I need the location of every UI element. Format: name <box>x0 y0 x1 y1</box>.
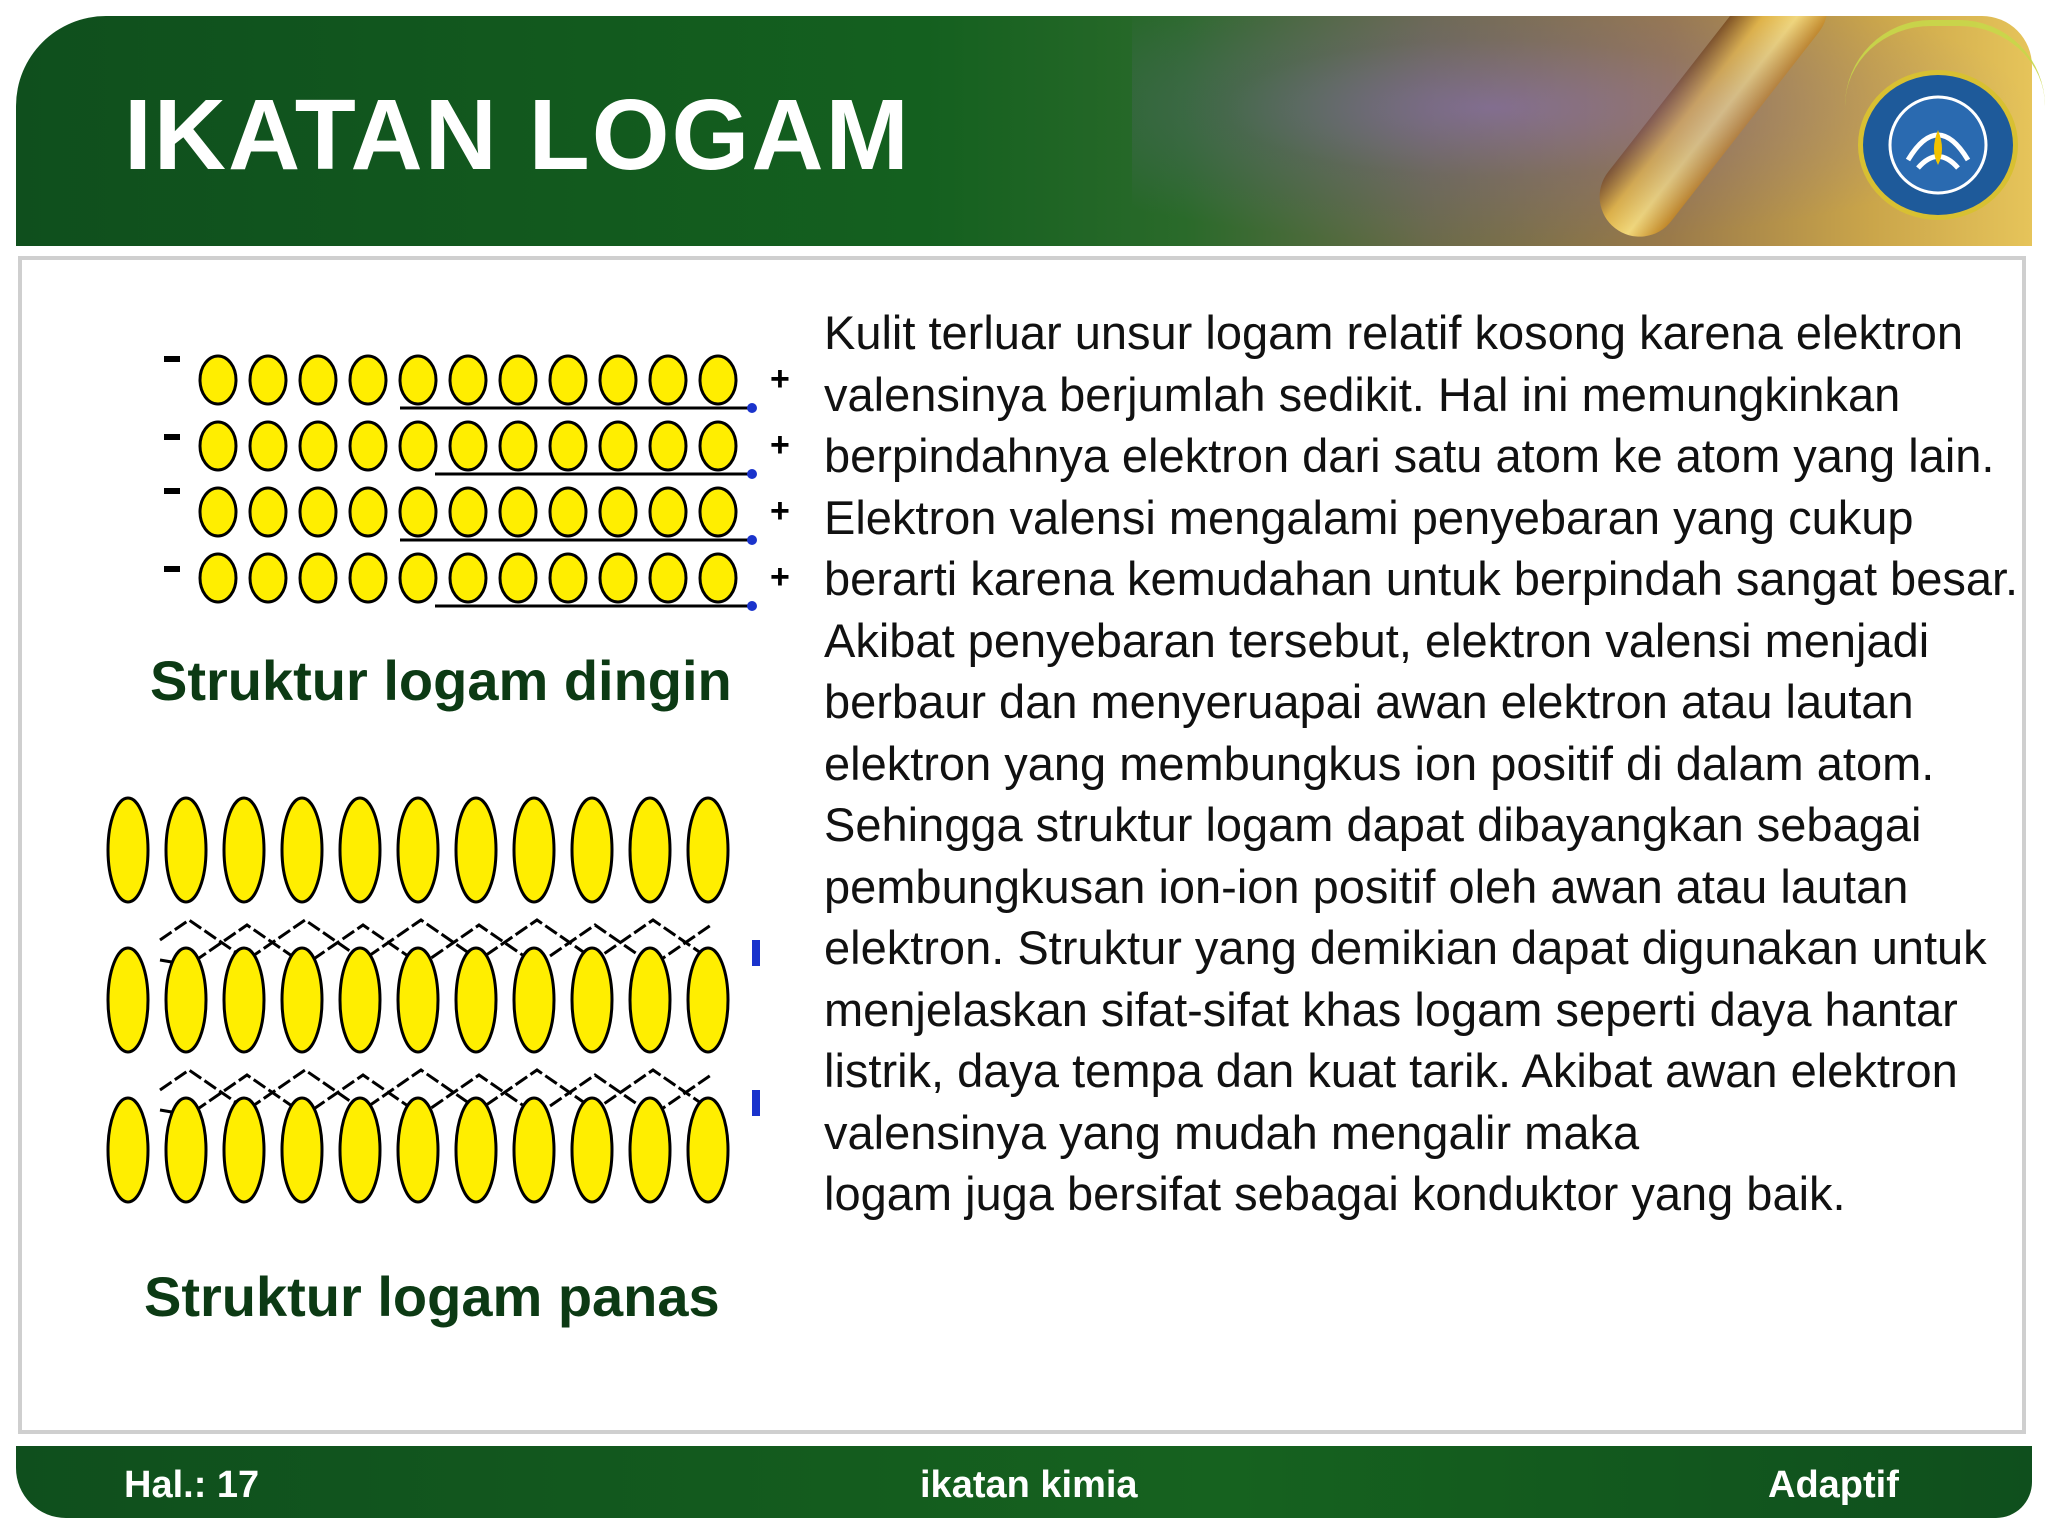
metal-ion <box>700 356 736 404</box>
metal-ion <box>572 798 612 902</box>
metal-ion <box>224 1098 264 1202</box>
footer-topic-label: ikatan kimia <box>920 1464 1138 1506</box>
negative-sign <box>164 488 180 494</box>
metal-ion <box>200 422 236 470</box>
electron <box>747 535 757 545</box>
metal-ion <box>450 554 486 602</box>
metal-ion <box>650 356 686 404</box>
metal-ion <box>650 488 686 536</box>
negative-sign <box>164 356 180 362</box>
metal-ion <box>650 422 686 470</box>
metal-ion <box>572 948 612 1052</box>
metal-ion <box>500 422 536 470</box>
metal-ion <box>550 422 586 470</box>
metal-ion <box>400 488 436 536</box>
metal-ion <box>282 798 322 902</box>
metal-ion <box>500 554 536 602</box>
metal-ion <box>514 798 554 902</box>
metal-ion <box>450 422 486 470</box>
metal-ion <box>456 948 496 1052</box>
metal-ion <box>450 356 486 404</box>
metal-ion <box>250 488 286 536</box>
metal-ion <box>398 948 438 1052</box>
metal-ion <box>550 488 586 536</box>
page-number-label: Hal.: 17 <box>124 1464 260 1506</box>
footer-category-label: Adaptif <box>1768 1464 1899 1506</box>
paragraph-main-text: Kulit terluar unsur logam relatif kosong karena elektron valensinya berjumlah sedikit. Hal ini memungkinkan berpindahnya elektron dari satu atom ke atom yang lain. Elektron valensi mengalami penyebaran yang cukup berarti karena kemudahan untuk berpindah sangat besar. Akibat penyebaran tersebut, elektron valensi menjadi berbaur dan menyeruapai awan elektron atau lautan elektron yang membungkus ion positif di dalam atom. Sehingga struktur logam dapat dibayangkan sebagai pembungkusan ion-ion positif oleh awan atau lautan elektron. Struktur yang demikian dapat digunakan untuk menjelaskan sifat-sifat khas logam seperti daya hantar listrik, daya tempa dan kuat tarik. Akibat awan elektron valensinya yang mudah mengalir maka <box>824 306 2019 1159</box>
metal-ion <box>514 948 554 1052</box>
metal-ion <box>688 948 728 1052</box>
metal-ion <box>350 422 386 470</box>
metal-ion <box>450 488 486 536</box>
metal-ion <box>398 798 438 902</box>
electron <box>752 1090 760 1116</box>
electron <box>747 403 757 413</box>
metal-ion <box>200 554 236 602</box>
slide-title: IKATAN LOGAM <box>124 79 911 191</box>
metal-ion <box>300 554 336 602</box>
metal-ion <box>250 356 286 404</box>
metal-ion <box>500 356 536 404</box>
metal-ion <box>400 554 436 602</box>
metal-bond-paragraph <box>824 302 2024 1225</box>
metal-ion <box>250 422 286 470</box>
negative-sign <box>164 566 180 572</box>
metal-ion <box>600 422 636 470</box>
positive-sign: + <box>770 558 790 596</box>
metal-ion <box>630 798 670 902</box>
metal-ion <box>224 948 264 1052</box>
metal-ion <box>500 488 536 536</box>
metal-ion <box>456 1098 496 1202</box>
metal-ion <box>350 488 386 536</box>
metal-ion <box>600 554 636 602</box>
metal-ion <box>350 554 386 602</box>
cold-structure-caption: Struktur logam dingin <box>150 649 732 712</box>
electron <box>747 601 757 611</box>
metal-ion <box>300 356 336 404</box>
metal-ion <box>282 1098 322 1202</box>
metal-ion <box>166 948 206 1052</box>
metal-ion <box>630 1098 670 1202</box>
metal-ion <box>600 488 636 536</box>
metal-ion <box>224 798 264 902</box>
metal-ion <box>398 1098 438 1202</box>
metal-ion <box>400 356 436 404</box>
metal-ion <box>350 356 386 404</box>
metal-ion <box>200 488 236 536</box>
metal-ion <box>600 356 636 404</box>
metal-ion <box>340 798 380 902</box>
metal-ion <box>456 798 496 902</box>
positive-sign: + <box>770 492 790 530</box>
metal-ion <box>108 798 148 902</box>
electron <box>747 469 757 479</box>
metal-ion <box>340 1098 380 1202</box>
metal-ion <box>300 488 336 536</box>
cold-metal-structure-diagram <box>150 340 790 660</box>
metal-ion <box>688 798 728 902</box>
metal-ion <box>514 1098 554 1202</box>
negative-sign <box>164 434 180 440</box>
metal-ion <box>650 554 686 602</box>
metal-ion <box>200 356 236 404</box>
paragraph-last-line: logam juga bersifat sebagai konduktor yang baik. <box>824 1167 1846 1220</box>
metal-ion <box>700 554 736 602</box>
metal-ion <box>688 1098 728 1202</box>
metal-ion <box>250 554 286 602</box>
metal-ion <box>108 948 148 1052</box>
hot-structure-caption: Struktur logam panas <box>144 1265 720 1328</box>
metal-ion <box>700 422 736 470</box>
tut-wuri-handayani-logo-icon <box>1858 70 2018 220</box>
metal-ion <box>166 798 206 902</box>
metal-ion <box>572 1098 612 1202</box>
metal-ion <box>282 948 322 1052</box>
metal-ion <box>550 554 586 602</box>
metal-ion <box>108 1098 148 1202</box>
pen-decoration <box>1583 16 1843 246</box>
metal-ion <box>630 948 670 1052</box>
hot-metal-structure-diagram <box>100 790 780 1240</box>
electron <box>752 940 760 966</box>
metal-ion <box>550 356 586 404</box>
metal-ion <box>400 422 436 470</box>
metal-ion <box>700 488 736 536</box>
metal-ion <box>340 948 380 1052</box>
metal-ion <box>166 1098 206 1202</box>
positive-sign: + <box>770 360 790 398</box>
metal-ion <box>300 422 336 470</box>
positive-sign: + <box>770 426 790 464</box>
